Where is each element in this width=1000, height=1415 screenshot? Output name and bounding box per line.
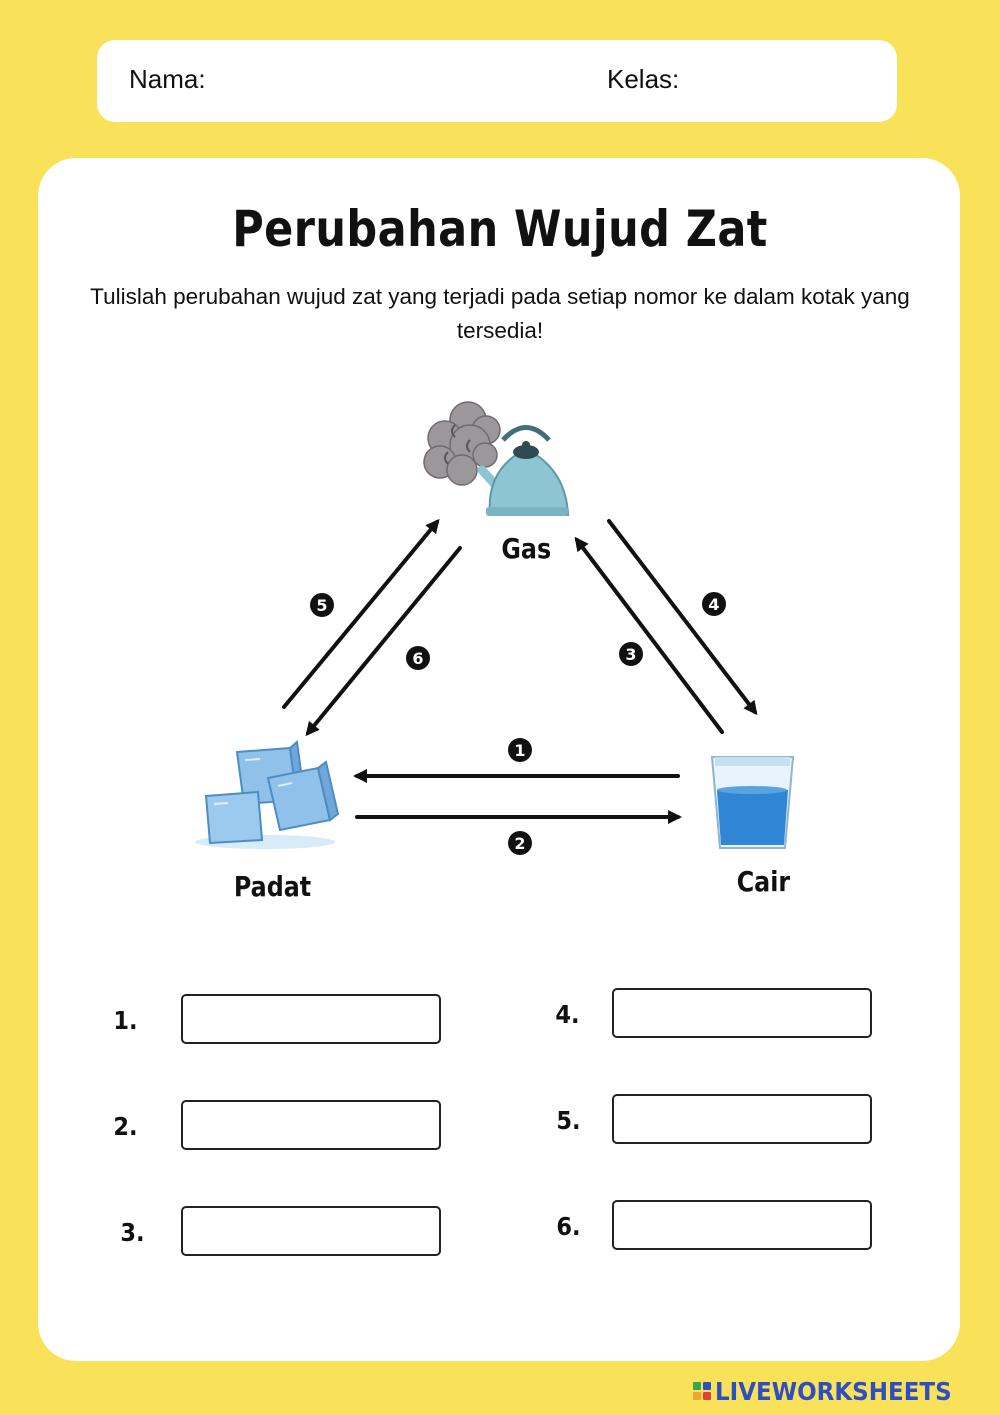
marker-4-text: 4 bbox=[708, 595, 720, 614]
marker-1-text: 1 bbox=[514, 741, 526, 760]
liveworksheets-brand bbox=[693, 1374, 972, 1408]
gas-label: Gas bbox=[501, 532, 552, 565]
answer-box-6[interactable] bbox=[612, 1200, 872, 1250]
water-glass-icon bbox=[712, 757, 793, 848]
marker-6 bbox=[406, 646, 430, 670]
marker-4 bbox=[702, 592, 726, 616]
marker-2 bbox=[508, 831, 532, 855]
marker-5 bbox=[310, 593, 334, 617]
marker-5-text: 5 bbox=[316, 596, 328, 615]
marker-3 bbox=[619, 642, 643, 666]
marker-1 bbox=[508, 738, 532, 762]
marker-6-text: 6 bbox=[412, 649, 424, 668]
solid-label: Padat bbox=[233, 870, 312, 903]
arrow-4-gas-to-liquid bbox=[609, 521, 755, 712]
answer-number-4: 4. bbox=[555, 1000, 580, 1029]
answer-box-4[interactable] bbox=[612, 988, 872, 1038]
arrow-6-gas-to-solid bbox=[308, 548, 460, 733]
answer-box-5[interactable] bbox=[612, 1094, 872, 1144]
name-label: Nama: bbox=[129, 64, 206, 94]
ice-cubes-icon bbox=[195, 742, 338, 849]
arrow-3-liquid-to-gas bbox=[577, 540, 722, 732]
answer-box-3[interactable] bbox=[181, 1206, 441, 1256]
answer-number-5: 5. bbox=[556, 1106, 581, 1135]
answer-number-6: 6. bbox=[556, 1212, 581, 1241]
arrow-5-solid-to-gas bbox=[284, 522, 437, 707]
kettle-steam-icon bbox=[424, 402, 568, 516]
worksheet-instruction: Tulislah perubahan wujud zat yang terjadi pada setiap nomor ke dalam kotak yang tersedia! bbox=[90, 284, 910, 343]
liveworksheets-logo-icon bbox=[693, 1382, 711, 1400]
answer-number-1: 1. bbox=[113, 1006, 138, 1035]
brand-text: LIVEWORKSHEETS bbox=[715, 1376, 952, 1406]
answer-number-3: 3. bbox=[120, 1218, 145, 1247]
answer-box-1[interactable] bbox=[181, 994, 441, 1044]
marker-3-text: 3 bbox=[625, 645, 637, 664]
liquid-label: Cair bbox=[736, 865, 791, 898]
answer-box-2[interactable] bbox=[181, 1100, 441, 1150]
answer-number-2: 2. bbox=[113, 1112, 138, 1141]
class-label: Kelas: bbox=[607, 64, 680, 94]
worksheet-title: Perubahan Wujud Zat bbox=[232, 200, 768, 258]
marker-2-text: 2 bbox=[514, 834, 526, 853]
